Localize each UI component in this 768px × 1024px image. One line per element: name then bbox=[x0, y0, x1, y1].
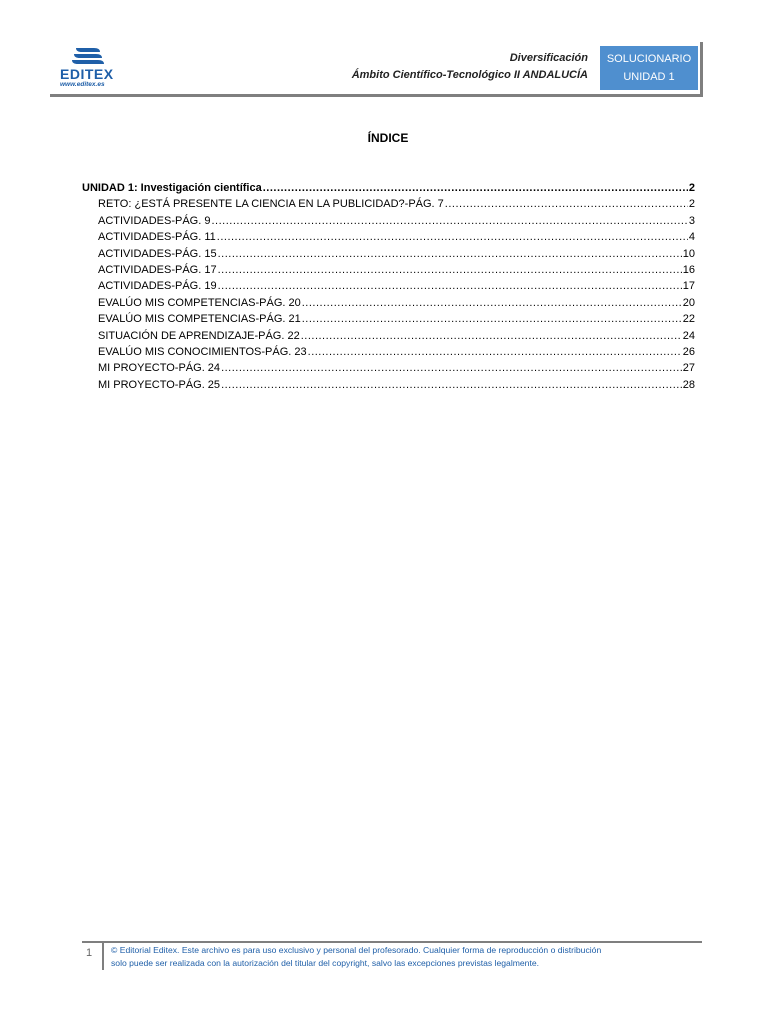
toc-leader-dots bbox=[445, 196, 688, 212]
toc-entry-label: EVALÚO MIS COMPETENCIAS-PÁG. 21 bbox=[98, 313, 301, 326]
footer-divider-vertical bbox=[102, 941, 104, 970]
toc-entry[interactable] bbox=[82, 196, 695, 212]
toc-entry-page: 3 bbox=[688, 214, 695, 227]
toc-leader-dots bbox=[218, 262, 682, 278]
toc-entry-label: ACTIVIDADES-PÁG. 17 bbox=[98, 263, 217, 276]
copyright-line-2: solo puede ser realizada con la autorización del titular del copyright, salvo las excepciones previstas legalmente. bbox=[111, 957, 540, 968]
toc-entry[interactable] bbox=[82, 344, 695, 360]
toc-entry-page: 22 bbox=[682, 313, 695, 326]
toc-leader-dots bbox=[308, 344, 682, 360]
toc-entry[interactable] bbox=[82, 213, 695, 229]
logo-url: www.editex.es bbox=[60, 81, 105, 88]
header-title-subject: Diversificación bbox=[509, 52, 588, 64]
toc-entry[interactable] bbox=[82, 278, 695, 294]
toc-entry-page: 26 bbox=[682, 345, 695, 358]
header-divider-vertical bbox=[700, 42, 703, 97]
header-titles bbox=[352, 50, 588, 84]
toc-entry[interactable] bbox=[82, 262, 695, 278]
toc-entry-label: ACTIVIDADES-PÁG. 11 bbox=[98, 231, 216, 244]
toc-entry-label: UNIDAD 1: Investigación científica bbox=[82, 182, 262, 194]
toc-entry-page: 28 bbox=[682, 378, 695, 391]
solucionario-badge bbox=[600, 46, 698, 90]
footer-divider bbox=[82, 941, 702, 943]
toc-main-entry[interactable] bbox=[82, 180, 695, 196]
toc-entry-label: RETO: ¿ESTÁ PRESENTE LA CIENCIA EN LA PUBLICIDAD?-PÁG. 7 bbox=[98, 198, 444, 211]
header-divider bbox=[50, 94, 702, 97]
badge-label: SOLUCIONARIO bbox=[606, 53, 692, 65]
toc-leader-dots bbox=[301, 328, 682, 344]
header-title-course: Ámbito Científico-Tecnológico II ANDALUCÍA bbox=[351, 69, 588, 81]
toc-entry-page: 10 bbox=[682, 247, 695, 260]
toc-entry[interactable] bbox=[82, 229, 695, 245]
toc-entry-label: EVALÚO MIS COMPETENCIAS-PÁG. 20 bbox=[98, 296, 301, 309]
toc-entry-page: 16 bbox=[682, 263, 695, 276]
toc-entry-label: ACTIVIDADES-PÁG. 9 bbox=[98, 214, 211, 227]
page-number: 1 bbox=[86, 947, 93, 959]
toc-leader-dots bbox=[211, 213, 687, 229]
toc-entry[interactable] bbox=[82, 295, 695, 311]
toc-leader-dots bbox=[302, 295, 682, 311]
toc-leader-dots bbox=[263, 180, 688, 196]
toc-entry-label: MI PROYECTO-PÁG. 25 bbox=[98, 378, 221, 391]
toc-entry-page: 4 bbox=[688, 231, 695, 244]
toc-entry-page: 2 bbox=[688, 182, 695, 194]
table-of-contents bbox=[82, 180, 695, 393]
toc-entry-page: 24 bbox=[682, 329, 695, 342]
toc-leader-dots bbox=[218, 246, 682, 262]
toc-entry-label: EVALÚO MIS CONOCIMIENTOS-PÁG. 23 bbox=[98, 345, 307, 358]
toc-entry-page: 20 bbox=[682, 296, 695, 309]
toc-leader-dots bbox=[302, 311, 682, 327]
toc-entry[interactable] bbox=[82, 328, 695, 344]
toc-entry[interactable] bbox=[82, 360, 695, 376]
toc-entry-page: 2 bbox=[688, 198, 695, 211]
toc-entry[interactable] bbox=[82, 377, 695, 393]
page-title: ÍNDICE bbox=[367, 131, 409, 145]
toc-entry-label: SITUACIÓN DE APRENDIZAJE-PÁG. 22 bbox=[98, 329, 300, 342]
toc-entry-label: ACTIVIDADES-PÁG. 15 bbox=[98, 247, 217, 260]
copyright-line-1: © Editorial Editex. Este archivo es para uso exclusivo y personal del profesorado. Cualquier forma de reproducción o distribución bbox=[111, 945, 602, 955]
toc-entry[interactable] bbox=[82, 311, 695, 327]
toc-entry-label: MI PROYECTO-PÁG. 24 bbox=[98, 362, 221, 375]
toc-leader-dots bbox=[217, 229, 688, 245]
toc-leader-dots bbox=[218, 278, 682, 294]
toc-entry-page: 27 bbox=[682, 362, 695, 375]
toc-leader-dots bbox=[221, 377, 682, 393]
badge-unit: UNIDAD 1 bbox=[623, 71, 675, 83]
toc-entry[interactable] bbox=[82, 246, 695, 262]
toc-leader-dots bbox=[221, 360, 682, 376]
toc-entry-label: ACTIVIDADES-PÁG. 19 bbox=[98, 280, 217, 293]
toc-entry-page: 17 bbox=[682, 280, 695, 293]
logo-text: EDITEX bbox=[60, 66, 114, 82]
copyright-notice bbox=[111, 944, 701, 969]
